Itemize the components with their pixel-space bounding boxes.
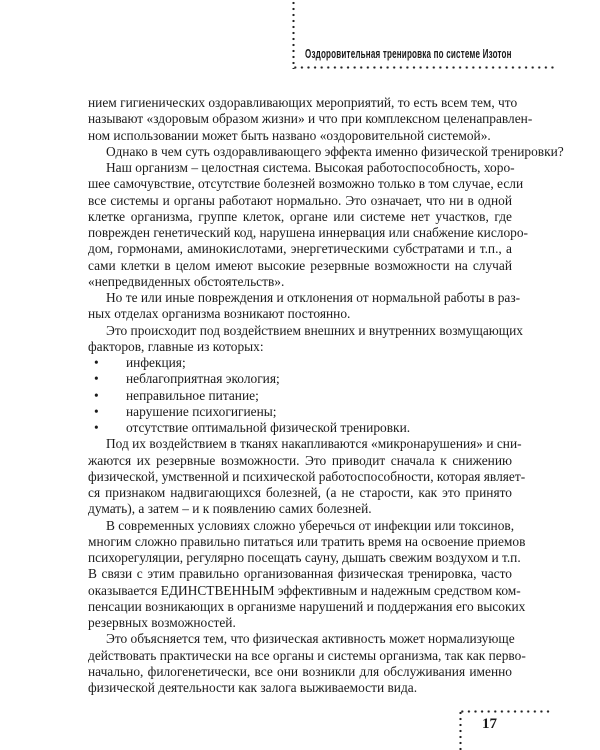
bullet-icon: •	[94, 355, 99, 370]
list-item-text: неблагоприятная экология;	[126, 371, 280, 387]
list-item	[88, 355, 512, 371]
text-line: психорегуляции, регулярно посещать сауну, дышать свежим воздухом и т.п.	[88, 550, 521, 565]
text-line: оказывается ЕДИНСТВЕННЫМ эффективным и надежным средством ком-	[88, 582, 521, 598]
paragraph	[88, 436, 526, 517]
paragraph	[88, 95, 533, 144]
text-line: жаются их резервные возможности. Это приводит сначала к снижению	[88, 452, 512, 468]
header-dotted-rule-vertical	[292, 0, 295, 69]
text-line: клетке организма, группе клеток, органе или системе нет участков, где	[88, 208, 512, 224]
paragraph	[88, 322, 523, 356]
text-line: Это происходит под воздействием внешних и внутренних возмущающих	[106, 322, 523, 338]
bullet-icon: •	[94, 403, 99, 419]
text-line: сами клетки в целом имеют высокие резервные возможности на случай	[88, 257, 512, 273]
bullet-list	[88, 355, 512, 436]
text-line: многим сложно правильно питаться или тратить время на освоение приемов	[88, 533, 526, 549]
text-line: резервных возможностей.	[88, 615, 236, 630]
text-line: Но те или иные повреждения и отклонения от нормальной работы в раз-	[106, 290, 521, 305]
paragraph	[88, 631, 526, 696]
paragraph	[88, 143, 564, 160]
text-line: Под их воздействием в тканях накапливаются «микронарушения» и сни-	[106, 436, 522, 452]
list-item-text: инфекция;	[126, 355, 186, 370]
paragraph	[88, 160, 528, 290]
list-item	[88, 388, 512, 404]
text-line: физической деятельности как залога выживаемости вида.	[88, 680, 418, 695]
header-dotted-rule-horizontal	[292, 66, 556, 69]
paragraphs-before-list	[88, 95, 564, 355]
text-line: называют «здоровым образом жизни» и что при комплексном целенаправлен-	[88, 111, 533, 127]
text-line: шее самочувствие, отсутствие болезней возможно только в том случае, если	[88, 176, 524, 192]
text-line: все системы и органы работают нормально. Это означает, что ни в одной	[88, 192, 512, 208]
bullet-icon: •	[94, 420, 99, 435]
paragraphs-after-list	[88, 436, 526, 696]
text-line: действовать практически на все органы и системы организма, так как перво-	[88, 647, 526, 663]
text-line: нием гигиенических оздоравливающих мероприятий, то есть всем тем, что	[88, 95, 518, 110]
list-item-text: неправильное питание;	[126, 387, 259, 403]
bullet-icon: •	[94, 387, 99, 403]
running-title: Оздоровительная тренировка по системе Изотон	[305, 46, 512, 61]
list-item	[88, 420, 512, 436]
list-item	[88, 404, 512, 420]
text-line: В связи с этим правильно организованная физическая тренировка, часто	[88, 566, 512, 582]
list-item-text: отсутствие оптимальной физической тренировки.	[126, 420, 411, 435]
footer-dotted-rule-horizontal	[459, 710, 551, 713]
text-line: «непредвиденных обстоятельств».	[88, 273, 285, 289]
text-line: Это объясняется тем, что физическая активность может нормализующе	[106, 631, 515, 647]
text-line: ных отделах организма возникают постоянно.	[88, 306, 351, 322]
text-line: начально, филогенетически, все они возникли для обслуживания именно	[88, 663, 512, 679]
paragraph	[88, 517, 526, 632]
text-line: ном использовании может быть названо «оздоровительной системой».	[88, 127, 491, 143]
text-line: ся признаком надвигающихся болезней, (а не старости, как это принято	[88, 485, 512, 500]
text-line: Наш организм – целостная система. Высокая работоспособность, хоро-	[106, 160, 515, 175]
text-line: физической, умственной и психической работоспособности, которая являет-	[88, 468, 526, 484]
text-line: думать), а затем – и к появлению самих болезней.	[88, 501, 372, 517]
list-item-text: нарушение психогигиены;	[126, 403, 277, 419]
bullet-icon: •	[94, 371, 99, 387]
text-line: поврежден генетический код, нарушена иннервация или снабжение кислоро-	[88, 225, 528, 240]
text-line: дом, гормонами, аминокислотами, энергетическими субстратами и т.п., а	[88, 241, 512, 257]
paragraph	[88, 290, 521, 323]
text-line: факторов, главные из которых:	[88, 338, 264, 354]
body-text	[88, 95, 564, 696]
text-line: пенсации возникающих в организме нарушений и поддержания его высоких	[88, 598, 526, 614]
text-line: Однако в чем суть оздоравливающего эффекта именно физической тренировки?	[106, 143, 564, 159]
text-line: В современных условиях сложно уберечься от инфекции или токсинов,	[106, 517, 515, 533]
footer-dotted-rule-vertical	[459, 710, 462, 750]
page-number: 17	[482, 716, 497, 732]
list-item	[88, 371, 512, 387]
